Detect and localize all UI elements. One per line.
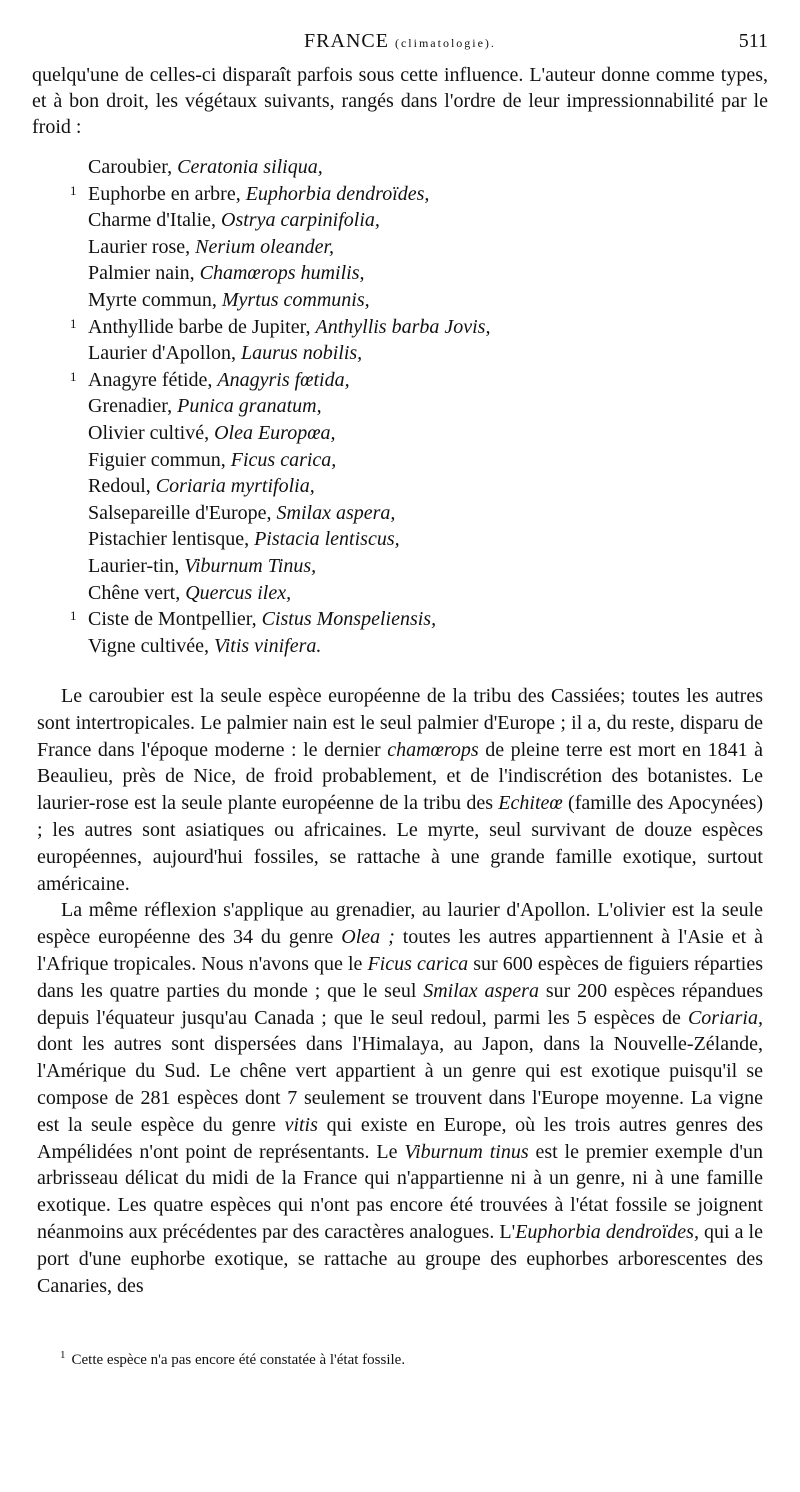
paragraph-reflexion: [37, 897, 763, 1299]
species-item: [58, 314, 758, 341]
species-list: [58, 154, 758, 659]
text-run: sur 200 espèces répandues depuis l'équateur jusqu'au Canada ; que le seul redoul, parmi les 5 espèces de: [37, 979, 763, 1029]
species-latin-name: Ficus carica,: [230, 448, 337, 471]
species-latin-name: Pistacia lentiscus,: [254, 528, 400, 551]
running-header: [32, 30, 768, 60]
species-common-name: Charme d'Italie,: [88, 209, 221, 232]
running-title: [32, 30, 768, 53]
species-item: [58, 260, 758, 287]
species-latin-name: Anthyllis barba Jovis,: [315, 315, 491, 338]
species-common-name: Redoul,: [88, 475, 156, 498]
species-item: [58, 207, 758, 234]
italic-term: Olea ;: [341, 926, 395, 949]
page-number: 511: [738, 30, 768, 52]
species-common-name: Palmier nain,: [88, 262, 200, 285]
species-latin-name: Punica granatum,: [177, 395, 322, 418]
species-item: [58, 473, 758, 500]
italic-term: Echiteœ: [498, 792, 563, 815]
text-run: Le caroubier est la seule espèce européenne de la tribu des Cassiées; toutes les autres sont intertropicales. Le palmier nain est le seul palmier d'Europe ; il a, du reste, disparu de France dans l'époque moderne : le dernier: [37, 685, 763, 761]
species-common-name: Chêne vert,: [88, 581, 186, 604]
species-item: [58, 526, 758, 553]
species-item: [58, 393, 758, 420]
italic-term: Coriaria,: [687, 1006, 763, 1029]
species-latin-name: Euphorbia dendroïdes,: [245, 182, 430, 205]
species-latin-name: Smilax aspera,: [276, 501, 396, 524]
header-subtitle: (climatologie).: [394, 36, 496, 50]
italic-term: chamœrops: [387, 738, 479, 761]
text-run: de pleine terre est mort en 1841 à Beaulieu, près de Nice, de froid probablement, et de l'indiscrétion des botanistes. Le laurier-rose est la seule plante européenne de la tribu des: [37, 738, 763, 815]
species-latin-name: Ostrya carpinifolia,: [221, 209, 380, 232]
text-run: est le premier exemple d'un arbrisseau délicat du midi de la France qui n'appartienne ni à un genre, ni à une famille exotique. Les quatre espèces qui n'ont pas encore été trouvées à l'état fossile se joignent néanmoins aux précédentes par des caractères analogues. L': [37, 1140, 764, 1243]
italic-term: vitis: [284, 1113, 318, 1136]
italic-term: Euphorbia dendroïdes,: [515, 1220, 699, 1243]
footnote-ref-marker: 1: [70, 315, 77, 331]
species-latin-name: Quercus ilex,: [185, 581, 292, 604]
text-run: (famille des Apocynées) ; les autres sont asiatiques ou africaines. Le myrte, seul survivant de douze espèces européennes, aujourd'hui fossiles, se rattache à une grande famille exotique, surtout américaine.: [37, 792, 764, 895]
species-item: [58, 553, 758, 580]
italic-term: Smilax aspera: [423, 979, 539, 1002]
species-item: [58, 633, 758, 660]
intro-paragraph: quelqu'une de celles-ci disparaît parfois sous cette influence. L'auteur donne comme types, et à bon droit, les végétaux suivants, rangés dans l'ordre de leur impressionnabilité par le froid :: [32, 64, 768, 138]
species-common-name: Salsepareille d'Europe,: [88, 501, 277, 524]
footnote-ref-marker: 1: [70, 368, 77, 384]
species-item: [58, 606, 758, 633]
text-run: qui a le port d'une euphorbe exotique, se rattache au groupe des euphorbes arborescentes des Canaries, des: [37, 1220, 763, 1297]
footnote-text: Cette espèce n'a pas encore été constatée à l'état fossile.: [71, 1352, 406, 1368]
species-common-name: Ciste de Montpellier,: [88, 608, 262, 631]
species-common-name: Laurier rose,: [88, 235, 196, 258]
text-run: dont les autres sont dispersées dans l'Himalaya, au Japon, dans la Nouvelle-Zélande, l'Amérique du Sud. Le chêne vert appartient à un genre qui est exotique puisqu'il se compose de 281 espèces dont 7 seulement se trouvent dans l'Europe moyenne. La vigne est la seule espèce du genre: [37, 1033, 763, 1136]
species-latin-name: Ceratonia siliqua,: [177, 156, 323, 178]
text-run: La même réflexion s'applique au grenadier, au laurier d'Apollon. L'olivier est la seule espèce européenne des 34 du genre: [37, 899, 763, 949]
species-latin-name: Laurus nobilis,: [241, 342, 363, 365]
body-text: [37, 683, 763, 1299]
species-item: [58, 234, 758, 261]
species-common-name: Vigne cultivée,: [88, 634, 214, 657]
species-item: [58, 420, 758, 447]
italic-term: Viburnum tinus: [404, 1140, 529, 1163]
species-common-name: Anagyre fétide,: [88, 368, 218, 391]
species-item: [58, 447, 758, 474]
footnote-ref-marker: 1: [70, 182, 77, 198]
species-latin-name: Olea Europœa,: [214, 421, 336, 444]
species-item: [58, 181, 758, 208]
species-item: [58, 500, 758, 527]
species-latin-name: Chamœrops humilis,: [199, 262, 365, 285]
italic-term: Ficus carica: [367, 952, 469, 975]
species-latin-name: Anagyris fœtida,: [217, 368, 350, 391]
footnote: [60, 1345, 760, 1370]
species-latin-name: Viburnum Tinus,: [184, 554, 317, 577]
species-latin-name: Vitis vinifera.: [213, 634, 322, 657]
species-common-name: Anthyllide barbe de Jupiter,: [88, 315, 316, 338]
species-item: [58, 367, 758, 394]
species-common-name: Figuier commun,: [88, 448, 231, 471]
species-latin-name: Nerium oleander,: [195, 235, 335, 258]
species-item: [58, 287, 758, 314]
species-item: [58, 154, 758, 181]
text-run: sur 600 espèces de figuiers réparties dans les quatre parties du monde ; que le seul: [37, 952, 763, 1002]
species-latin-name: Cistus Monspeliensis,: [261, 608, 437, 631]
footnote-ref-marker: 1: [70, 608, 77, 624]
species-latin-name: Coriaria myrtifolia,: [155, 475, 315, 498]
paragraph-caroubier: [37, 683, 763, 897]
header-title: FRANCE: [304, 30, 389, 52]
species-item: [58, 340, 758, 367]
species-common-name: Olivier cultivé,: [88, 421, 215, 444]
species-common-name: Laurier d'Apollon,: [88, 342, 242, 365]
species-common-name: Pistachier lentisque,: [88, 528, 255, 551]
text-run: toutes les autres appartiennent à l'Asie et à l'Afrique tropicales. Nous n'avons que le: [37, 926, 763, 975]
species-common-name: Laurier-tin,: [88, 554, 185, 577]
species-common-name: Caroubier,: [88, 156, 178, 178]
footnote-marker: 1: [60, 1349, 66, 1361]
species-item: [58, 580, 758, 607]
species-common-name: Myrte commun,: [88, 288, 222, 311]
text-run: qui existe en Europe, où les trois autres genres des Ampélidées n'ont point de représentants. Le: [37, 1113, 763, 1163]
species-latin-name: Myrtus communis,: [221, 288, 370, 311]
species-common-name: Euphorbe en arbre,: [88, 182, 246, 205]
species-common-name: Grenadier,: [88, 395, 178, 418]
